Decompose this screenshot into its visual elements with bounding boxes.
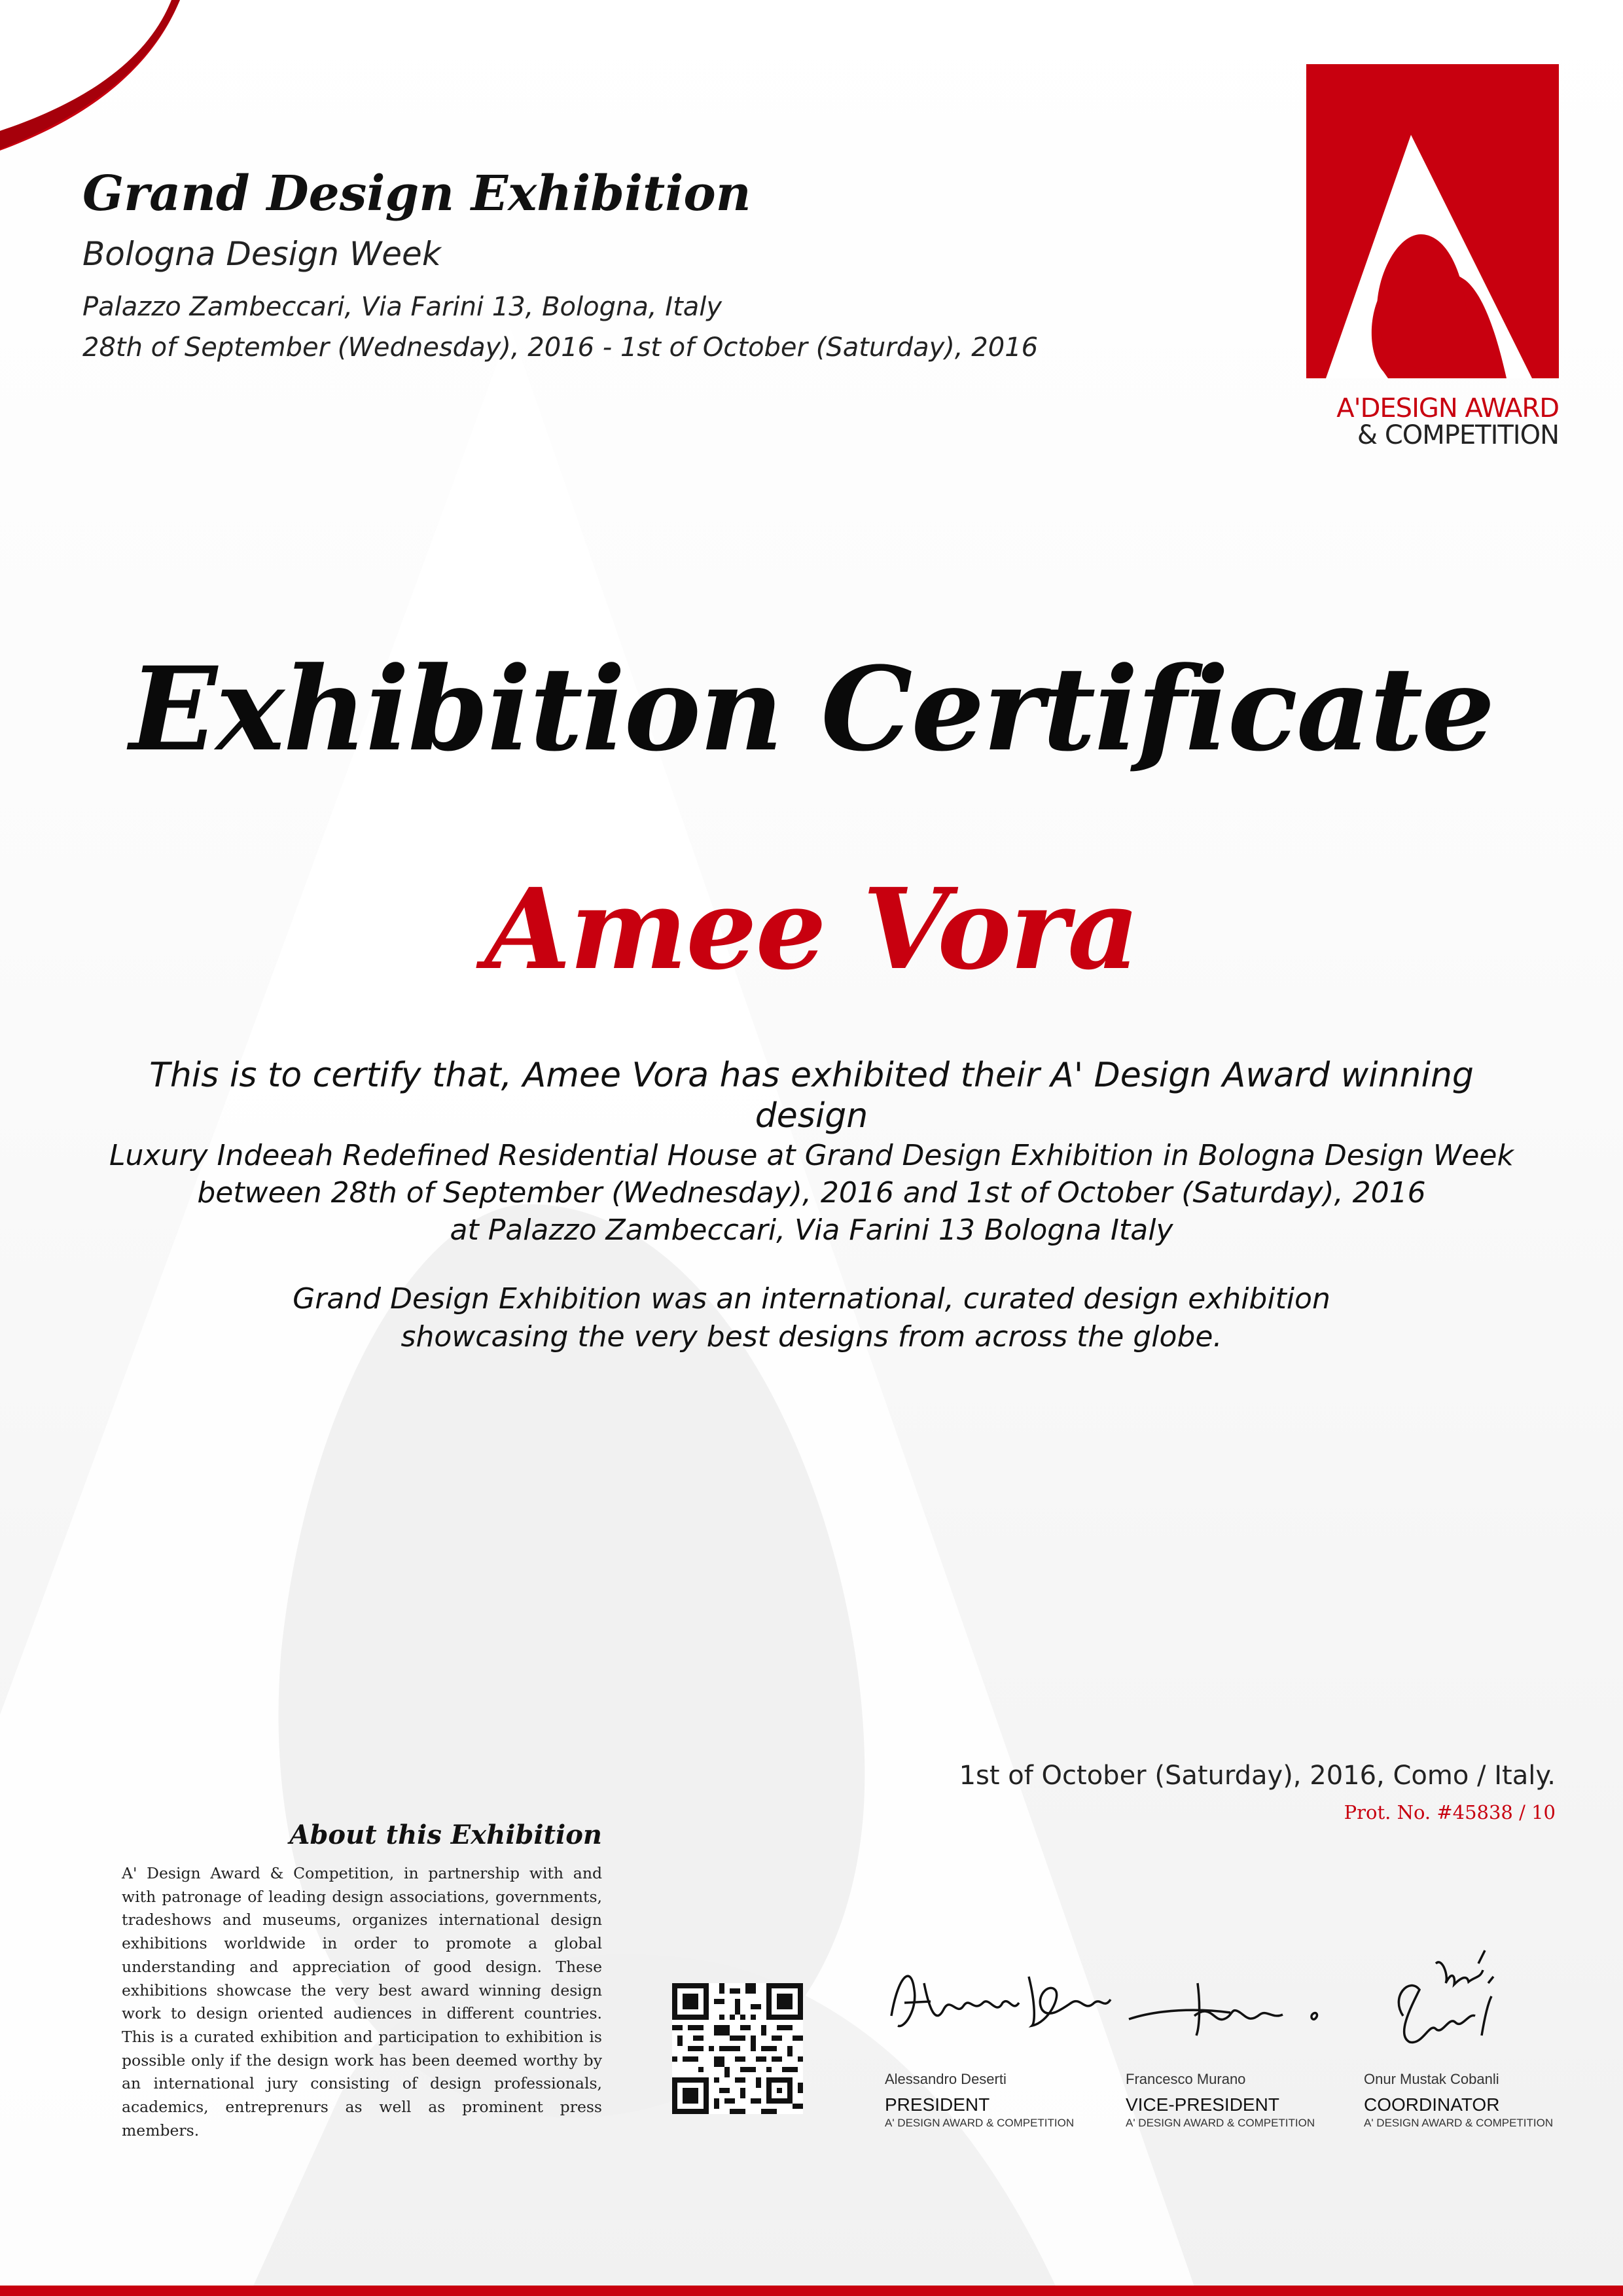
venue-line: at Palazzo Zambeccari, Via Farini 13 Bologna Italy [450,1213,1173,1247]
date-range-line: between 28th of September (Wednesday), 2016 and 1st of October (Saturday), 2016 [197,1175,1426,1210]
description-line-2: showcasing the very best designs from across the globe. [401,1319,1222,1354]
about-exhibition [122,1820,602,2143]
certification-text [92,1055,1531,1355]
signer-org: A' DESIGN AWARD & COMPETITION [1126,2117,1315,2129]
page-curl-icon [0,0,190,157]
exhibition-subtitle: Bologna Design Week [82,235,441,274]
signature-murano-icon [1126,1937,1361,2068]
certify-line: This is to certify that, Amee Vora has exhibited their A' Design Award winning design [149,1056,1474,1136]
signer-name: Alessandro Deserti [885,2071,1007,2087]
about-text: A' Design Award & Competition, in partnership with and with patronage of leading design associations, governments, tradeshows and museums, organizes international design exhibitions worldwide in order to promote a global understanding and appreciation of good design. These exhibitions showcase the very best award winning design work to design oriented audiences in different countries. This is a curated exhibition and participation to exhibition is possible only if the design work has been deemed worthy by an international jury consisting of design professionals, academics, entreprenurs as well as prominent press members. [122,1864,602,2140]
recipient-name: Amee Vora [484,864,1139,995]
bottom-accent-bar [0,2286,1623,2296]
description-line-1: Grand Design Exhibition was an international, curated design exhibition [293,1282,1330,1316]
about-title: About this Exhibition [289,1820,602,1850]
adesign-award-logo [1306,64,1559,449]
signer-org: A' DESIGN AWARD & COMPETITION [1364,2117,1554,2129]
logo-line2: & COMPETITION [1357,420,1559,450]
exhibition-venue: Palazzo Zambeccari, Via Farini 13, Bologna, Italy [82,292,722,323]
signature-vice-president [1126,1937,1361,2130]
logo-red-box [1306,64,1559,378]
exhibition-header [82,168,1130,365]
signer-name: Francesco Murano [1126,2071,1246,2087]
exhibition-title: Grand Design Exhibition [82,166,751,222]
signer-role: COORDINATOR [1364,2094,1500,2115]
exhibition-dates: 28th of September (Wednesday), 2016 - 1st of October (Saturday), 2016 [82,332,1039,363]
qr-code-icon [672,1983,803,2114]
design-line: Luxury Indeeah Redefined Residential House at Grand Design Exhibition in Bologna Design Week [109,1138,1514,1172]
signature-president [885,1937,1120,2130]
signature-deserti-icon [885,1937,1120,2068]
logo-line1: A'DESIGN AWARD [1336,393,1559,423]
signer-role: PRESIDENT [885,2094,990,2115]
a-logo-icon [1306,64,1559,378]
signer-org: A' DESIGN AWARD & COMPETITION [885,2117,1075,2129]
signature-cobanli-icon [1364,1937,1599,2068]
issue-date-place: 1st of October (Saturday), 2016, Como / Italy. [959,1761,1556,1791]
protocol-number: Prot. No. #45838 / 10 [1344,1801,1556,1823]
signer-name: Onur Mustak Cobanli [1364,2071,1499,2087]
signature-coordinator [1364,1937,1599,2130]
certificate-title: Exhibition Certificate [129,641,1494,777]
signer-role: VICE-PRESIDENT [1126,2094,1279,2115]
